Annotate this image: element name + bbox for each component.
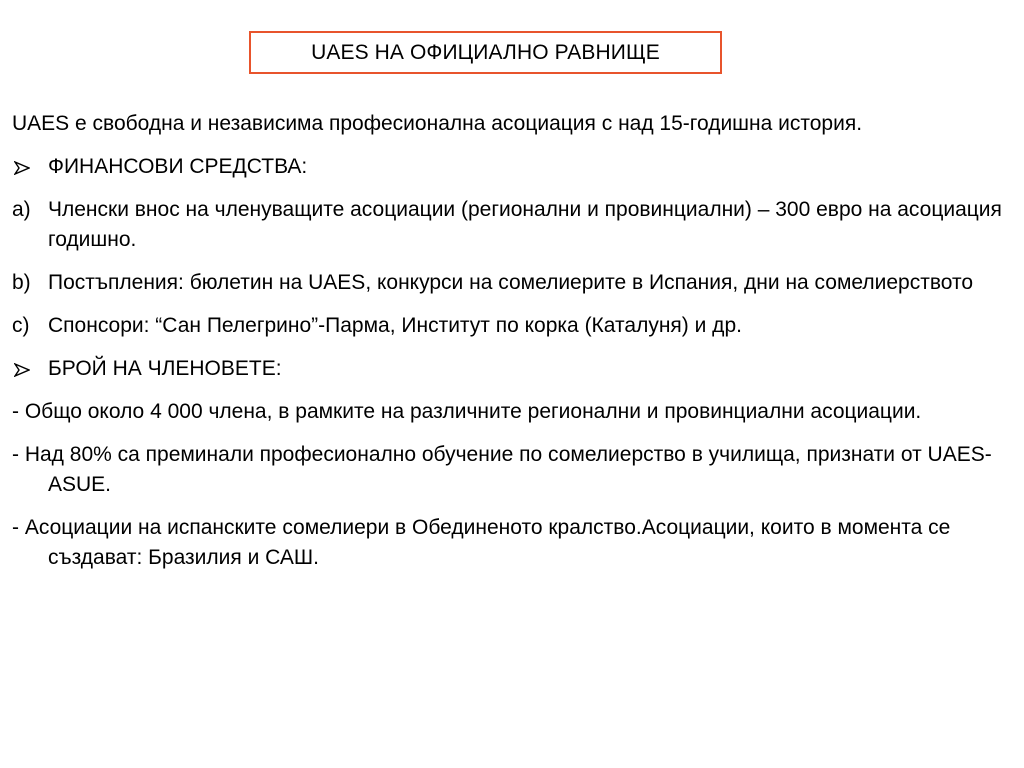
section-heading-members	[12, 354, 1012, 384]
intro-text: UAES е свободна и независима професионална асоциация с над 15-годишна история.	[12, 112, 863, 135]
list-item-text: Спонсори: “Сан Пелегрино”-Парма, Институт по корка (Каталуня) и др.	[48, 314, 742, 337]
dash-item-text: - Общо около 4 000 члена, в рамките на различните регионални и провинциални асоциации.	[12, 400, 922, 423]
list-marker: a)	[12, 198, 31, 221]
dash-item-text: - Над 80% са преминали професионално обучение по сомелиерство в училища, признати от UAES-ASUE.	[12, 443, 992, 496]
list-item-c	[12, 311, 1012, 341]
section-heading-finances	[12, 152, 1012, 182]
dash-item-training	[12, 440, 1012, 500]
slide-title	[249, 31, 722, 74]
dash-item-total-members	[12, 397, 1012, 427]
list-marker: c)	[12, 314, 30, 337]
dash-item-text: - Асоциации на испанските сомелиери в Обединеното кралство.Асоциации, които в момента се създават: Бразилия и САШ.	[12, 516, 951, 569]
list-item-b	[12, 268, 1012, 298]
slide-body	[12, 109, 1012, 586]
list-marker: b)	[12, 271, 31, 294]
intro-paragraph	[12, 109, 1012, 139]
section-heading-text: ФИНАНСОВИ СРЕДСТВА:	[48, 155, 308, 178]
list-item-text: Постъпления: бюлетин на UAES, конкурси на сомелиерите в Испания, дни на сомелиерството	[48, 271, 974, 294]
list-item-text: Членски внос на членуващите асоциации (регионални и провинциални) – 300 евро на асоциация годишно.	[48, 198, 1002, 251]
slide-title-text: UAES НА ОФИЦИАЛНО РАВНИЩЕ	[311, 40, 660, 64]
list-item-a	[12, 195, 1012, 255]
dash-item-associations	[12, 513, 1012, 573]
section-heading-text: БРОЙ НА ЧЛЕНОВЕТЕ:	[48, 357, 282, 380]
